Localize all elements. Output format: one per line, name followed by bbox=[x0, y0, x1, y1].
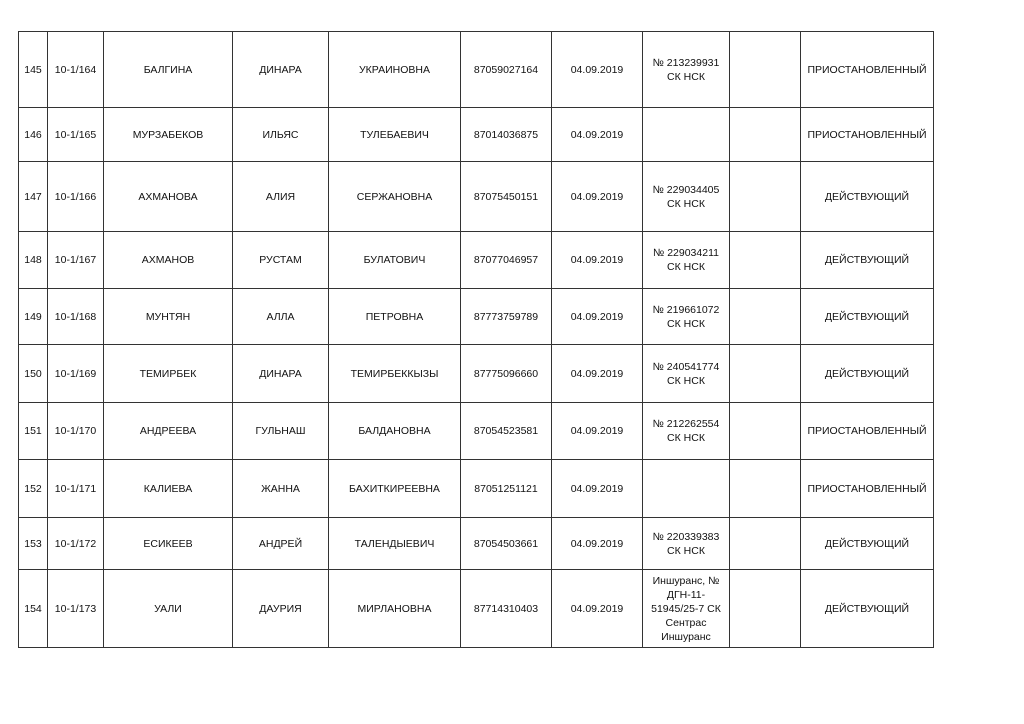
last-name-cell: АХМАНОВА bbox=[104, 162, 233, 232]
phone-number-cell: 87773759789 bbox=[461, 289, 552, 345]
first-name-cell: АНДРЕЙ bbox=[233, 518, 329, 570]
table-row bbox=[19, 289, 934, 345]
status-cell: ДЕЙСТВУЮЩИЙ bbox=[801, 232, 934, 289]
middle-name-cell: ТЕМИРБЕККЫЗЫ bbox=[329, 345, 461, 403]
status-cell: ДЕЙСТВУЮЩИЙ bbox=[801, 289, 934, 345]
extra-cell-cell bbox=[730, 162, 801, 232]
insurance-policy-cell bbox=[643, 570, 730, 648]
registration-date-cell: 04.09.2019 bbox=[552, 289, 643, 345]
policy-line: ДГН-11- bbox=[666, 588, 706, 601]
insurance-policy-cell bbox=[643, 289, 730, 345]
policy-line: № 229034211 bbox=[653, 247, 719, 259]
insurance-policy-cell bbox=[643, 345, 730, 403]
table-row bbox=[19, 570, 934, 648]
row-number-cell: 154 bbox=[19, 570, 48, 648]
first-name-cell: ГУЛЬНАШ bbox=[233, 403, 329, 460]
policy-line: Иншуранс bbox=[661, 630, 711, 643]
policy-line: СК НСК bbox=[667, 261, 705, 273]
registry-table bbox=[18, 31, 934, 648]
policy-line: СК НСК bbox=[667, 70, 705, 83]
phone-number-cell: 87051251121 bbox=[461, 460, 552, 518]
policy-line: № 229034405 bbox=[652, 183, 720, 196]
insurance-policy-cell bbox=[643, 162, 730, 232]
last-name-cell: АХМАНОВ bbox=[104, 232, 233, 289]
first-name-cell: АЛИЯ bbox=[233, 162, 329, 232]
policy-line: № 213239931 bbox=[652, 56, 720, 69]
status-cell: ДЕЙСТВУЮЩИЙ bbox=[801, 345, 934, 403]
row-number-cell: 151 bbox=[19, 403, 48, 460]
table-row bbox=[19, 108, 934, 162]
registration-date-cell: 04.09.2019 bbox=[552, 518, 643, 570]
row-number-cell: 152 bbox=[19, 460, 48, 518]
middle-name-cell: УКРАИНОВНА bbox=[329, 32, 461, 108]
middle-name-cell: ТАЛЕНДЫЕВИЧ bbox=[329, 518, 461, 570]
phone-number-cell: 87054503661 bbox=[461, 518, 552, 570]
extra-cell-cell bbox=[730, 32, 801, 108]
insurance-policy-cell bbox=[643, 460, 730, 518]
middle-name-cell: БАЛДАНОВНА bbox=[329, 403, 461, 460]
row-number-cell: 149 bbox=[19, 289, 48, 345]
registration-date-cell: 04.09.2019 bbox=[552, 570, 643, 648]
registration-date-cell: 04.09.2019 bbox=[552, 403, 643, 460]
registration-number-cell: 10-1/166 bbox=[48, 162, 104, 232]
registration-number-cell: 10-1/169 bbox=[48, 345, 104, 403]
row-number-cell: 153 bbox=[19, 518, 48, 570]
registration-number-cell: 10-1/170 bbox=[48, 403, 104, 460]
row-number-cell: 150 bbox=[19, 345, 48, 403]
first-name-cell: ДИНАРА bbox=[233, 32, 329, 108]
registration-number-cell: 10-1/173 bbox=[48, 570, 104, 648]
first-name-cell: ДИНАРА bbox=[233, 345, 329, 403]
status-cell: ДЕЙСТВУЮЩИЙ bbox=[801, 518, 934, 570]
registration-date-cell: 04.09.2019 bbox=[552, 162, 643, 232]
registration-date-cell: 04.09.2019 bbox=[552, 460, 643, 518]
first-name-cell: ЖАННА bbox=[233, 460, 329, 518]
row-number-cell: 146 bbox=[19, 108, 48, 162]
policy-line: СК НСК bbox=[667, 197, 705, 210]
middle-name-cell: БУЛАТОВИЧ bbox=[329, 232, 461, 289]
registration-number-cell: 10-1/171 bbox=[48, 460, 104, 518]
last-name-cell: ЕСИКЕЕВ bbox=[104, 518, 233, 570]
phone-number-cell: 87054523581 bbox=[461, 403, 552, 460]
registration-date-cell: 04.09.2019 bbox=[552, 108, 643, 162]
policy-line: № 240541774 bbox=[652, 360, 720, 373]
policy-line: Иншуранс, № bbox=[652, 574, 720, 587]
status-cell: ПРИОСТАНОВЛЕННЫЙ bbox=[801, 403, 934, 460]
insurance-policy-cell bbox=[643, 518, 730, 570]
status-cell: ПРИОСТАНОВЛЕННЫЙ bbox=[801, 108, 934, 162]
extra-cell-cell bbox=[730, 108, 801, 162]
last-name-cell: МУРЗАБЕКОВ bbox=[104, 108, 233, 162]
extra-cell-cell bbox=[730, 570, 801, 648]
last-name-cell: ТЕМИРБЕК bbox=[104, 345, 233, 403]
policy-line: 51945/25-7 СК bbox=[651, 602, 721, 615]
middle-name-cell: МИРЛАНОВНА bbox=[329, 570, 461, 648]
first-name-cell: ИЛЬЯС bbox=[233, 108, 329, 162]
first-name-cell: РУСТАМ bbox=[233, 232, 329, 289]
extra-cell-cell bbox=[730, 403, 801, 460]
last-name-cell: УАЛИ bbox=[104, 570, 233, 648]
policy-line: СК НСК bbox=[667, 544, 705, 557]
table-row bbox=[19, 518, 934, 570]
registration-number-cell: 10-1/164 bbox=[48, 32, 104, 108]
policy-line: № 220339383 bbox=[652, 530, 720, 543]
phone-number-cell: 87014036875 bbox=[461, 108, 552, 162]
last-name-cell: КАЛИЕВА bbox=[104, 460, 233, 518]
status-cell: ПРИОСТАНОВЛЕННЫЙ bbox=[801, 32, 934, 108]
insurance-policy-cell bbox=[643, 232, 730, 289]
phone-number-cell: 87077046957 bbox=[461, 232, 552, 289]
registration-number-cell: 10-1/168 bbox=[48, 289, 104, 345]
insurance-policy-cell bbox=[643, 108, 730, 162]
extra-cell-cell bbox=[730, 289, 801, 345]
extra-cell-cell bbox=[730, 518, 801, 570]
phone-number-cell: 87059027164 bbox=[461, 32, 552, 108]
status-cell: ДЕЙСТВУЮЩИЙ bbox=[801, 162, 934, 232]
middle-name-cell: ПЕТРОВНА bbox=[329, 289, 461, 345]
table-row bbox=[19, 460, 934, 518]
last-name-cell: МУНТЯН bbox=[104, 289, 233, 345]
registration-number-cell: 10-1/167 bbox=[48, 232, 104, 289]
middle-name-cell: БАХИТКИРЕЕВНА bbox=[329, 460, 461, 518]
status-cell: ДЕЙСТВУЮЩИЙ bbox=[801, 570, 934, 648]
table-row bbox=[19, 232, 934, 289]
policy-line: Сентрас bbox=[665, 616, 707, 629]
middle-name-cell: СЕРЖАНОВНА bbox=[329, 162, 461, 232]
phone-number-cell: 87075450151 bbox=[461, 162, 552, 232]
registration-date-cell: 04.09.2019 bbox=[552, 32, 643, 108]
table-row bbox=[19, 345, 934, 403]
table-row bbox=[19, 403, 934, 460]
status-cell: ПРИОСТАНОВЛЕННЫЙ bbox=[801, 460, 934, 518]
registration-number-cell: 10-1/172 bbox=[48, 518, 104, 570]
row-number-cell: 147 bbox=[19, 162, 48, 232]
policy-line: СК НСК bbox=[667, 317, 705, 330]
table-row bbox=[19, 32, 934, 108]
row-number-cell: 145 bbox=[19, 32, 48, 108]
table-row bbox=[19, 162, 934, 232]
middle-name-cell: ТУЛЕБАЕВИЧ bbox=[329, 108, 461, 162]
registration-date-cell: 04.09.2019 bbox=[552, 345, 643, 403]
policy-line: № 219661072 bbox=[652, 303, 720, 316]
phone-number-cell: 87775096660 bbox=[461, 345, 552, 403]
extra-cell-cell bbox=[730, 232, 801, 289]
insurance-policy-cell bbox=[643, 403, 730, 460]
policy-line: № 212262554 bbox=[652, 418, 720, 430]
policy-line: СК НСК bbox=[667, 374, 705, 387]
last-name-cell: БАЛГИНА bbox=[104, 32, 233, 108]
last-name-cell: АНДРЕЕВА bbox=[104, 403, 233, 460]
policy-line: СК НСК bbox=[667, 432, 705, 444]
insurance-policy-cell bbox=[643, 32, 730, 108]
registration-date-cell: 04.09.2019 bbox=[552, 232, 643, 289]
registration-number-cell: 10-1/165 bbox=[48, 108, 104, 162]
first-name-cell: АЛЛА bbox=[233, 289, 329, 345]
first-name-cell: ДАУРИЯ bbox=[233, 570, 329, 648]
phone-number-cell: 87714310403 bbox=[461, 570, 552, 648]
extra-cell-cell bbox=[730, 345, 801, 403]
extra-cell-cell bbox=[730, 460, 801, 518]
row-number-cell: 148 bbox=[19, 232, 48, 289]
